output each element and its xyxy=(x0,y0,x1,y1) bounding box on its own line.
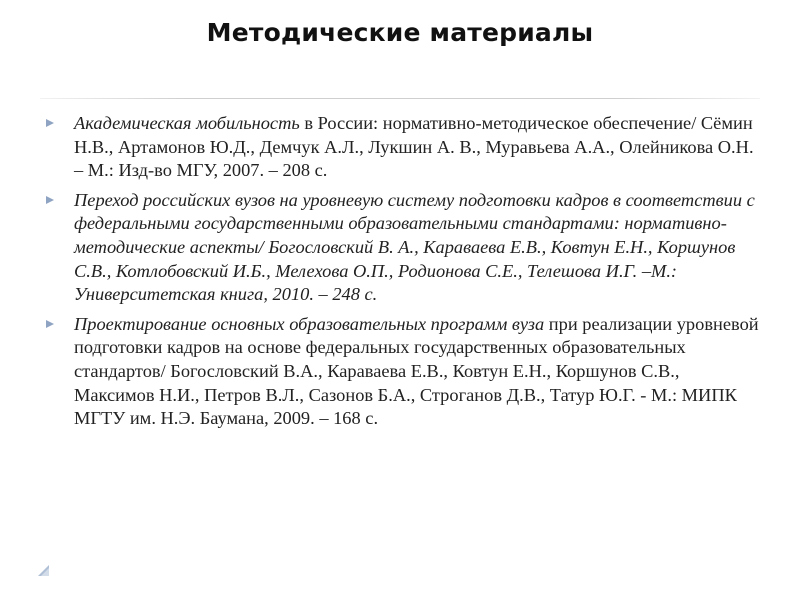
slide-title: Методические материалы xyxy=(206,18,594,47)
list-item xyxy=(40,112,760,183)
item-text: в России: нормативно-методическое обеспечение/ Сёмин Н.В., Артамонов Ю.Д., Демчук А.Л., Лукшин А. В., Муравьева А.А., Олейникова О.Н. – М.: Изд-во МГУ, 2007. – 208 с. xyxy=(74,113,754,181)
corner-triangle-icon xyxy=(36,563,50,577)
list-item xyxy=(40,189,760,307)
triangle-bullet-icon xyxy=(46,119,54,127)
item-title-italic: Академическая мобильность xyxy=(74,113,300,133)
item-title-italic: Проектирование основных образовательных программ вуза xyxy=(74,313,545,334)
item-text: при реализации уровневой подготовки кадров на основе федеральных государственных образовательных стандартов/ Богословский В.А., Караваева Е.В., Ковтун Е.Н., Коршунов С.В., Максимов Н.И., Петров В.Л., Сазонов Б.А., Строганов Д.В., Татур Ю.Г. - М.: МИПК МГТУ им. Н.Э. Баумана, 2009. – 168 с. xyxy=(74,313,759,429)
list-item xyxy=(40,313,760,431)
title-divider xyxy=(40,98,760,99)
triangle-bullet-icon xyxy=(46,320,54,328)
triangle-bullet-icon xyxy=(46,196,54,204)
bibliography-list xyxy=(40,112,760,437)
item-title-italic: Переход российских вузов на уровневую систему подготовки кадров в соответствии с федеральными государственными образовательными стандартами: нормативно-методические аспекты/ Богословский В. А., Караваева Е.В., Ковтун Е.Н., Коршунов С.В., Котлобовский И.Б., Мелехова О.П., Родионова С.Е., Телешова И.Г. –М.: Университетская книга, 2010. – 248 с. xyxy=(74,189,755,305)
